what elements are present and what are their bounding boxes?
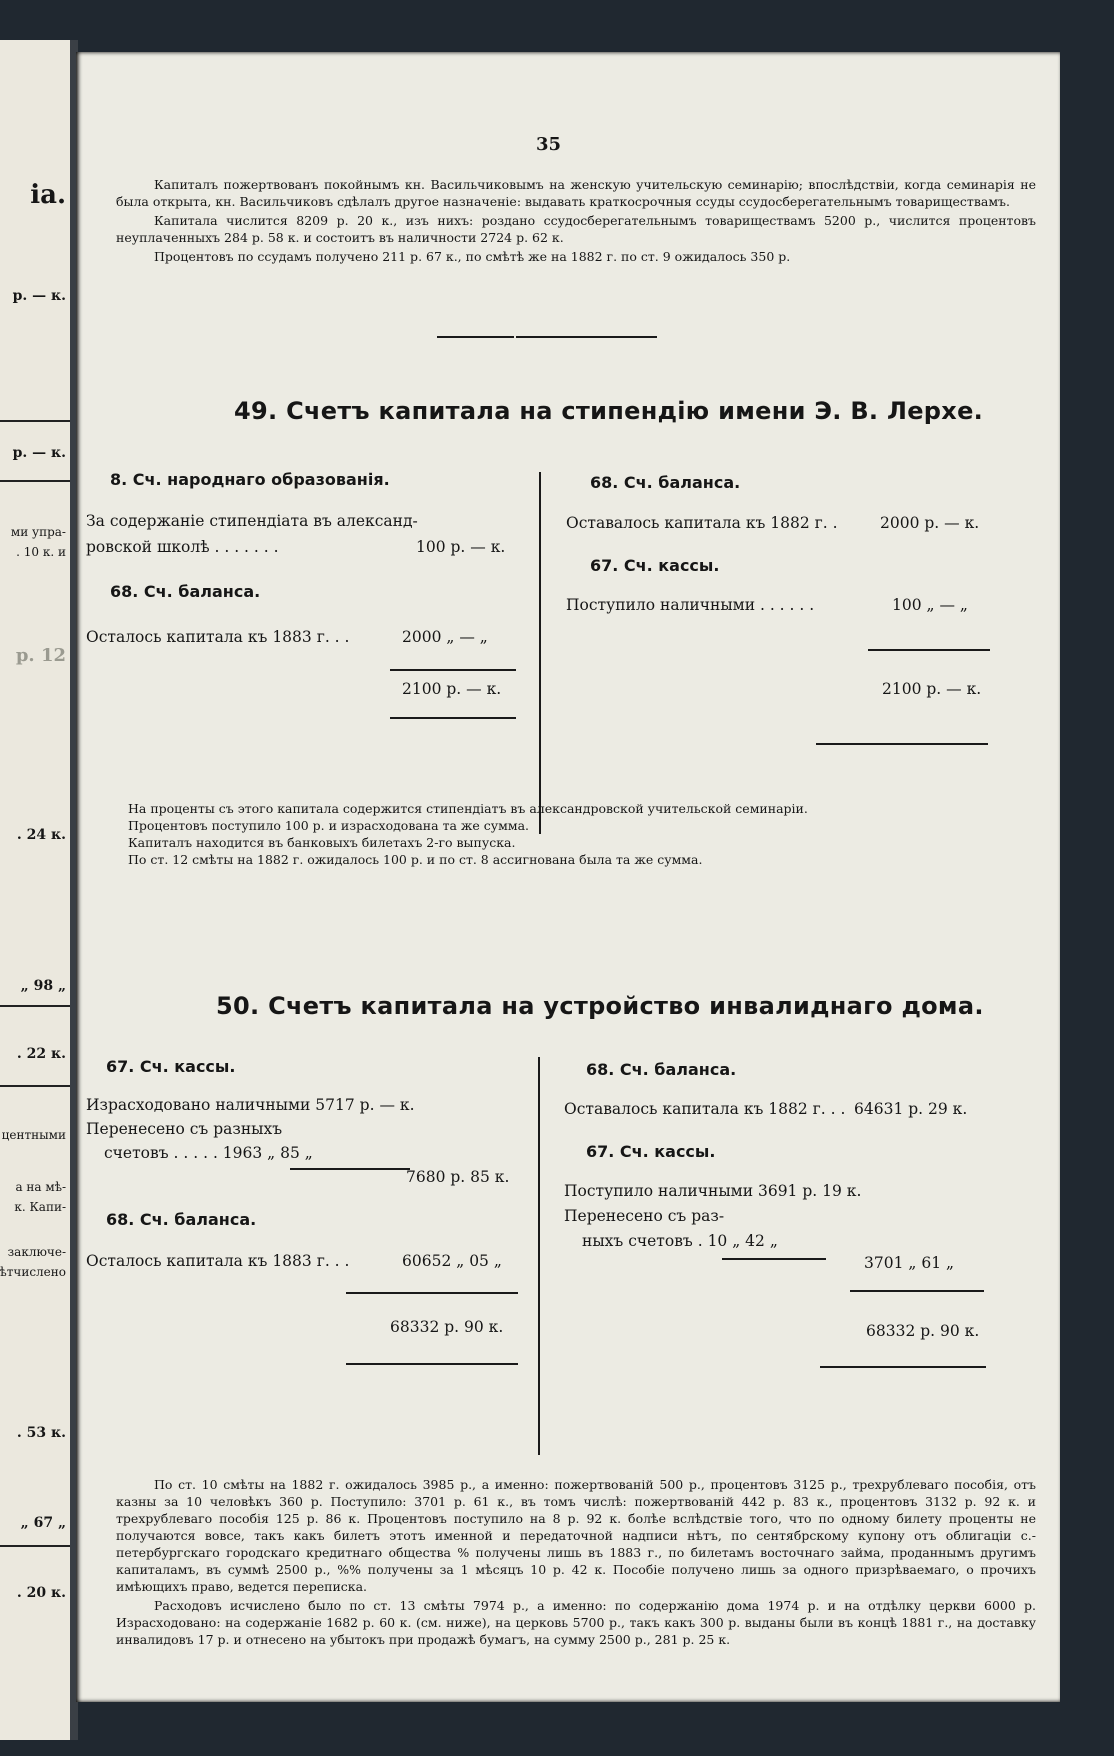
left-fragment: центными <box>1 1128 66 1142</box>
ledger-amount: 2000 „ — „ <box>402 628 488 646</box>
ledger-line: Оставалось капитала къ 1882 г. . <box>566 514 838 532</box>
ledger-total: 2100 р. — к. <box>402 680 502 698</box>
sum-rule <box>346 1292 518 1294</box>
note-line: По ст. 12 смѣты на 1882 г. ожидалось 100 р. и по ст. 8 ассигнована была та же сумма. <box>128 852 703 867</box>
ledger-amount: 60652 „ 05 „ <box>402 1252 502 1270</box>
account-heading: 68. Сч. баланса. <box>590 473 741 492</box>
sum-rule <box>850 1290 984 1292</box>
ledger-line: Израсходовано наличными 5717 р. — к. <box>86 1096 415 1114</box>
left-rule <box>0 420 70 422</box>
column-divider <box>538 1057 540 1455</box>
ledger-total: 68332 р. 90 к. <box>390 1318 504 1336</box>
total-rule <box>816 743 988 745</box>
column-divider <box>539 472 541 834</box>
ledger-amount: 3701 „ 61 „ <box>864 1254 955 1272</box>
account-heading: 68. Сч. баланса. <box>106 1210 257 1229</box>
ledger-line: Поступило наличными . . . . . . <box>566 596 815 614</box>
ledger-amount: 2000 р. — к. <box>880 514 980 532</box>
left-page-fragment <box>0 40 70 1740</box>
left-fragment: р. — к. <box>12 288 66 304</box>
sum-rule <box>722 1258 826 1260</box>
account-heading: 68. Сч. баланса. <box>110 582 261 601</box>
ledger-line: Осталось капитала къ 1883 г. . . <box>86 1252 350 1270</box>
section-49-title: 49. Счетъ капитала на стипендію имени Э. В. Лерхе. <box>234 397 984 425</box>
separator-rule <box>437 336 657 338</box>
ledger-amount: 64631 р. 29 к. <box>854 1100 968 1118</box>
account-heading: 67. Сч. кассы. <box>106 1057 236 1076</box>
left-fragment: . 22 к. <box>16 1046 66 1062</box>
ledger-total: 68332 р. 90 к. <box>866 1322 980 1340</box>
total-rule <box>390 717 516 719</box>
intro-paragraph: Капитала числится 8209 р. 20 к., изъ нихъ: роздано ссудосберегательнымъ товариществамъ 5200 р., числится процентовъ неуплаченныхъ 284 р. 58 к. и состоитъ въ наличности 2724 р. 62 к. <box>116 213 1036 245</box>
ledger-line: ровской школѣ . . . . . . . <box>86 538 279 556</box>
sum-rule <box>390 669 516 671</box>
left-rule <box>0 1545 70 1547</box>
note-line: На проценты съ этого капитала содержится стипендіатъ въ александровской учительской семинаріи. <box>128 801 808 816</box>
notes-paragraph: Расходовъ исчислено было по ст. 13 смѣты 7974 р., а именно: по содержанію дома 1974 р. и на отдѣлку церкви 6000 р. Израсходовано: на содержаніе 1682 р. 60 к. (см. ниже), на церковь 5700 р., такъ какъ 300 р. выданы были въ концѣ 1881 г., на доставку инвалидовъ 17 р. и отнесено на убытокъ при продажѣ бумагъ, на сумму 2500 р., 281 р. 25 к. <box>116 1598 1036 1647</box>
note-line: Капиталъ находится въ банковыхъ билетахъ 2-го выпуска. <box>128 835 516 850</box>
account-heading: 8. Сч. народнаго образованія. <box>110 470 390 489</box>
left-fragment: к. Капи- <box>14 1200 66 1214</box>
sum-rule <box>290 1168 410 1170</box>
account-heading: 67. Сч. кассы. <box>590 556 720 575</box>
page-number: 35 <box>536 134 562 155</box>
ledger-total: 2100 р. — к. <box>882 680 982 698</box>
left-rule <box>0 480 70 482</box>
account-heading: 67. Сч. кассы. <box>586 1142 716 1161</box>
left-fragment: а на мѣ- <box>15 1180 66 1194</box>
left-fragment: р. — к. <box>12 445 66 461</box>
ledger-line: За содержаніе стипендіата въ александ- <box>86 512 418 530</box>
left-rule <box>0 1085 70 1087</box>
ledger-line: Осталось капитала къ 1883 г. . . <box>86 628 350 646</box>
ledger-line: Перенесено съ раз- <box>564 1207 725 1225</box>
ledger-amount: 100 „ — „ <box>892 596 968 614</box>
intro-paragraph: Капиталъ пожертвованъ покойнымъ кн. Васильчиковымъ на женскую учительскую семинарію; впослѣдствіи, когда семинарія не была открыта, кн. Васильчиковъ сдѣлалъ другое назначеніе: выдавать краткосрочныя ссуды ссудосберегательнымъ товариществамъ. <box>116 177 1036 209</box>
ledger-line: ныхъ счетовъ . 10 „ 42 „ <box>582 1232 778 1250</box>
ledger-line: счетовъ . . . . . 1963 „ 85 „ <box>104 1144 313 1162</box>
left-fragment: „ 67 „ <box>20 1515 66 1531</box>
left-fragment: р. 12 <box>15 645 66 666</box>
left-fragment: . 53 к. <box>16 1425 66 1441</box>
note-line: Процентовъ поступило 100 р. и израсходована та же сумма. <box>128 818 530 833</box>
left-fragment: „ 98 „ <box>20 978 66 994</box>
total-rule <box>346 1363 518 1365</box>
account-heading: 68. Сч. баланса. <box>586 1060 737 1079</box>
notes-block <box>128 800 808 868</box>
left-fragment: іа. <box>30 180 66 210</box>
ledger-line: Оставалось капитала къ 1882 г. . . <box>564 1100 846 1118</box>
ledger-line: Поступило наличными 3691 р. 19 к. <box>564 1182 862 1200</box>
notes-paragraph: По ст. 10 смѣты на 1882 г. ожидалось 3985 р., а именно: пожертвованій 500 р., процентовъ 3125 р., трехрублеваго пособія, отъ казны за 10 человѣкъ 360 р. Поступило: 3701 р. 61 к., въ томъ числѣ: пожертвованій 442 р. 83 к., процентовъ 3132 р. 92 к. и трехрублеваго пособія 125 р. 86 к. Процентовъ поступило на 8 р. 92 к. болѣе вслѣдствіе того, что по одному билету проценты не получаются вовсе, такъ какъ билетъ этотъ именной и передаточной надписи нѣтъ, по сентябрскому купону отъ облигаціи с.-петербургскаго городскаго кредитнаго общества % получены лишь въ 1883 г., по билетамъ восточнаго займа, проданнымъ другимъ капиталамъ, въ суммѣ 2500 р., %% получены за 1 мѣсяцъ 10 р. 42 к. Пособіе получено лишь за одного призрѣваемаго, о прочихъ имѣющихъ право, ведется переписка. <box>116 1477 1036 1594</box>
ledger-amount: 7680 р. 85 к. <box>406 1168 510 1186</box>
ledger-line: Перенесено съ разныхъ <box>86 1120 283 1138</box>
sum-rule <box>868 649 990 651</box>
left-fragment: ми упра- <box>10 525 66 539</box>
total-rule <box>820 1366 986 1368</box>
left-rule <box>0 1005 70 1007</box>
intro-text <box>116 176 1036 265</box>
left-fragment: . 24 к. <box>16 827 66 843</box>
left-fragment: . 20 к. <box>16 1585 66 1601</box>
section-50-notes <box>116 1476 1036 1648</box>
left-fragment: ѣтчислено <box>0 1265 66 1279</box>
intro-paragraph: Процентовъ по ссудамъ получено 211 р. 67 к., по смѣтѣ же на 1882 г. по ст. 9 ожидалось 350 р. <box>154 249 791 264</box>
separator-gap <box>514 335 516 339</box>
document-page <box>76 52 1060 1702</box>
left-fragment: . 10 к. и <box>16 545 66 559</box>
ledger-amount: 100 р. — к. <box>416 538 506 556</box>
section-50-title: 50. Счетъ капитала на устройство инвалиднаго дома. <box>216 992 984 1020</box>
left-fragment: заключе- <box>7 1245 66 1259</box>
